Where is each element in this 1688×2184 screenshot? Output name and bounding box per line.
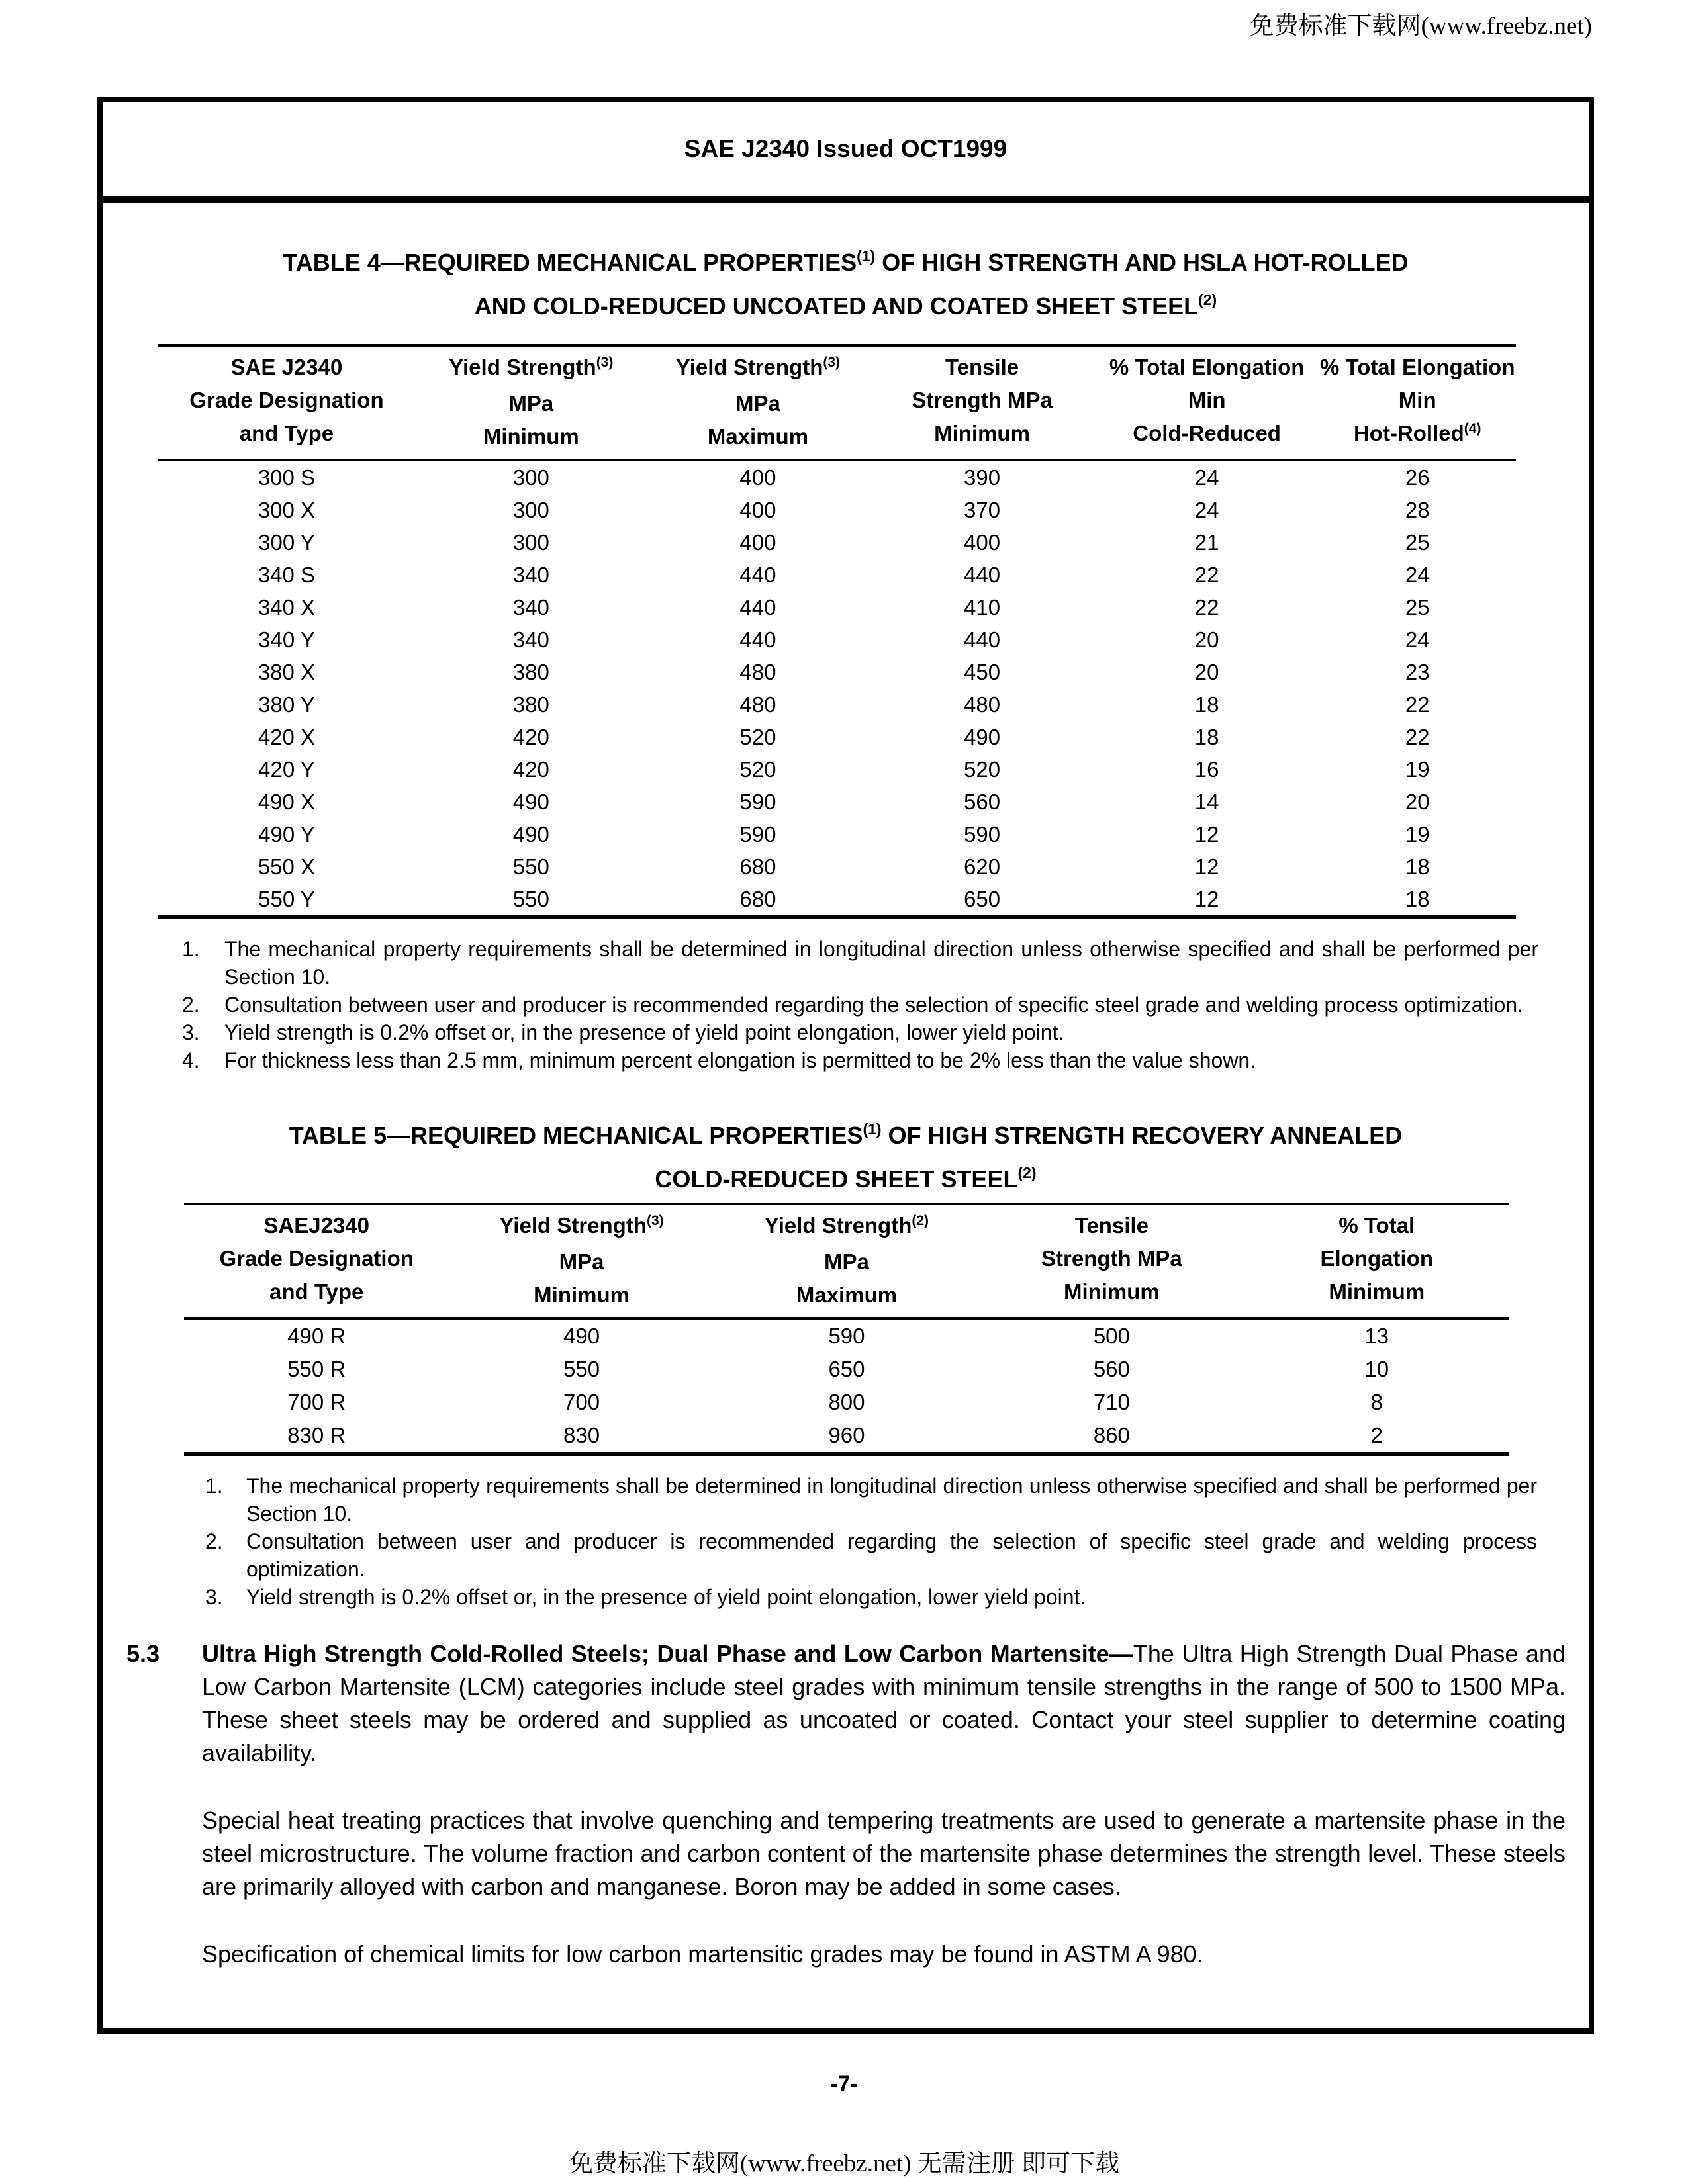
page-header-title: SAE J2340 Issued OCT1999 [103, 102, 1589, 203]
table-row [184, 1353, 1509, 1386]
table-cell: 300 [512, 497, 549, 522]
table-cell: 24 [1194, 497, 1219, 522]
table-cell: 340 X [258, 594, 316, 619]
table-row [158, 818, 1516, 850]
table-cell: 18 [1194, 724, 1219, 749]
table-cell: 12 [1194, 821, 1219, 846]
table-row [184, 1386, 1509, 1419]
table-cell: 18 [1405, 854, 1430, 879]
table-cell: 300 [512, 529, 549, 555]
table-cell: 590 [828, 1324, 865, 1348]
table4-header [158, 345, 1516, 460]
table4-title-text: OF HIGH STRENGTH AND HSLA HOT-ROLLED [875, 249, 1409, 276]
table-cell: 700 R [287, 1390, 346, 1414]
table-cell: 20 [1194, 659, 1219, 684]
table-cell: 25 [1405, 529, 1430, 555]
table-cell: 300 [512, 465, 549, 490]
table-cell: 550 [512, 886, 549, 911]
footnote-text: Consultation between user and producer is recommended regarding the selection of specific steel grade and welding process optimization. [224, 993, 1524, 1017]
table-cell: 390 [964, 465, 1001, 490]
footnote-number: 1. [205, 1474, 223, 1498]
table-row [158, 526, 1516, 559]
table-cell: 420 [512, 724, 549, 749]
table-cell: 28 [1405, 497, 1430, 522]
table-cell: 960 [828, 1423, 865, 1447]
table-cell: 420 Y [258, 756, 315, 782]
table-cell: 380 Y [258, 692, 315, 717]
footnote-number: 3. [182, 1021, 200, 1044]
page-frame [97, 97, 1594, 2034]
table-cell: 590 [964, 821, 1001, 846]
table-cell: 340 [512, 594, 549, 619]
table-cell: 380 [512, 692, 549, 717]
table-cell: 23 [1405, 659, 1430, 684]
table-cell: 490 [512, 821, 549, 846]
table-row [158, 721, 1516, 753]
col-header-elong-hot: % Total Elongation Min Hot-Rolled$^{(4)}$ [1319, 355, 1515, 445]
table-cell: 16 [1194, 756, 1219, 782]
section-paragraph-1 [202, 1637, 1566, 1770]
table-cell: 13 [1364, 1324, 1389, 1348]
table-cell: 18 [1194, 692, 1219, 717]
table-cell: 680 [739, 854, 776, 879]
col-header-yield-max: Yield Strength$^{(3)}$ MPa Maximum [675, 355, 841, 449]
table4-footnotes [182, 935, 1589, 1074]
table-cell: 550 Y [258, 886, 315, 911]
table-cell: 440 [739, 594, 776, 619]
table-cell: 370 [964, 497, 1001, 522]
table-cell: 340 [512, 627, 549, 652]
footnote-number: 3. [205, 1585, 223, 1609]
table4-body [158, 460, 1516, 917]
table-cell: 520 [739, 756, 776, 782]
table-cell: 550 [512, 854, 549, 879]
table-cell: 800 [828, 1390, 865, 1414]
footnote-text: For thickness less than 2.5 mm, minimum percent elongation is permitted to be 2% less than the value shown. [224, 1048, 1256, 1072]
table-cell: 400 [739, 497, 776, 522]
table-cell: 24 [1194, 465, 1219, 490]
col-header-yield-max: Yield Strength$^{(2)}$ MPa Maximum [764, 1213, 929, 1307]
footnote-ref: (2) [1017, 1164, 1037, 1181]
table-cell: 300 X [258, 497, 316, 522]
table-cell: 490 X [258, 789, 316, 814]
table-cell: 550 X [258, 854, 316, 879]
table-cell: 22 [1194, 594, 1219, 619]
table-cell: 490 [964, 724, 1001, 749]
footnote [182, 935, 1589, 991]
table-cell: 18 [1405, 886, 1430, 911]
table-cell: 710 [1093, 1390, 1130, 1414]
table-cell: 620 [964, 854, 1001, 879]
table-row [158, 850, 1516, 883]
footnote-ref: (1) [857, 248, 876, 265]
footnote-ref: (3) [646, 1213, 664, 1228]
table-cell: 440 [964, 627, 1001, 652]
footnote-ref: (3) [596, 355, 614, 370]
table-cell: 480 [739, 692, 776, 717]
table-row [158, 591, 1516, 623]
table-cell: 19 [1405, 756, 1430, 782]
table-cell: 500 [1093, 1324, 1130, 1348]
section-paragraph-3: Specification of chemical limits for low carbon martensitic grades may be found in ASTM A 980. [202, 1940, 1203, 1968]
table-cell: 12 [1194, 886, 1219, 911]
table4-title-line1 [103, 242, 1589, 286]
table-cell: 480 [739, 659, 776, 684]
section-heading: Ultra High Strength Cold-Rolled Steels; Dual Phase and Low Carbon Martensite— [202, 1640, 1133, 1667]
table-cell: 25 [1405, 594, 1430, 619]
table-cell: 340 Y [258, 627, 315, 652]
table-cell: 680 [739, 886, 776, 911]
col-header-elong-cold: % Total Elongation Min Cold-Reduced [1109, 355, 1305, 445]
section-number: 5.3 [126, 1640, 160, 1667]
col-header-tensile: Tensile Strength MPa Minimum [912, 355, 1053, 445]
table-row [158, 494, 1516, 526]
table-cell: 560 [964, 789, 1001, 814]
table-cell: 550 [563, 1357, 600, 1381]
top-watermark: 免费标准下载网(www.freebz.net) [1249, 13, 1592, 40]
footnote-number: 2. [182, 993, 200, 1017]
col-header-grade: SAEJ2340 Grade Designation and Type [219, 1213, 414, 1304]
table-cell: 490 Y [258, 821, 315, 846]
table-cell: 420 [512, 756, 549, 782]
table-cell: 520 [739, 724, 776, 749]
footnote-ref: (4) [1464, 421, 1481, 436]
table-cell: 650 [828, 1357, 865, 1381]
table-cell: 22 [1405, 724, 1430, 749]
table-cell: 860 [1093, 1423, 1130, 1447]
table-row [158, 883, 1516, 917]
table-cell: 410 [964, 594, 1001, 619]
table-cell: 480 [964, 692, 1001, 717]
table5-title-line2 [103, 1159, 1589, 1203]
table-cell: 2 [1370, 1423, 1383, 1447]
table5-title-line1 [103, 1115, 1589, 1159]
table-cell: 380 [512, 659, 549, 684]
table-cell: 560 [1093, 1357, 1130, 1381]
table-cell: 20 [1194, 627, 1219, 652]
footnote [205, 1472, 1589, 1527]
table-cell: 400 [739, 465, 776, 490]
table-cell: 22 [1405, 692, 1430, 717]
table-cell: 830 R [287, 1423, 346, 1447]
table-cell: 22 [1194, 562, 1219, 587]
table-cell: 300 Y [258, 529, 315, 555]
table-cell: 440 [964, 562, 1001, 587]
page-content [103, 242, 1589, 1971]
section-5-3 [126, 1637, 1589, 1770]
footnote-text: Consultation between user and producer is recommended regarding the selection of specific steel grade and welding process optimization. [246, 1529, 1537, 1581]
col-header-yield-min: Yield Strength$^{(3)}$ MPa Minimum [449, 355, 614, 449]
table-cell: 400 [964, 529, 1001, 555]
footnote-text: The mechanical property requirements shall be determined in longitudinal direction unless otherwise specified and shall be performed per Section 10. [246, 1474, 1537, 1525]
table5-title-text: COLD-REDUCED SHEET STEEL [655, 1165, 1018, 1193]
table-cell: 24 [1405, 562, 1430, 587]
table-cell: 340 [512, 562, 549, 587]
table-row [184, 1318, 1509, 1353]
table5-header [184, 1204, 1509, 1318]
table-cell: 8 [1370, 1390, 1383, 1414]
footnote-ref: (1) [863, 1120, 882, 1138]
table-cell: 490 [512, 789, 549, 814]
table4-header-row [158, 345, 1516, 460]
table5-title [103, 1115, 1589, 1203]
table-cell: 14 [1194, 789, 1219, 814]
table-cell: 520 [964, 756, 1001, 782]
table-cell: 380 X [258, 659, 316, 684]
col-header-grade: SAE J2340 Grade Designation and Type [189, 355, 384, 445]
table-cell: 340 S [258, 562, 316, 587]
table-row [158, 656, 1516, 688]
footnote-number: 1. [182, 937, 200, 961]
section-lead-text: The Ultra High Strength Dual Phase and Low Carbon Martensite (LCM) categories include steel grades with minimum tensile strengths in the range of 500 to 1500 MPa. These sheet steels may be ordered and supplied as uncoated or coated. Contact your steel supplier to determine coating availability. [202, 1640, 1566, 1766]
table-row [158, 786, 1516, 818]
table-cell: 440 [739, 562, 776, 587]
page-number: -7- [830, 2071, 858, 2097]
table-cell: 20 [1405, 789, 1430, 814]
table-cell: 700 [563, 1390, 600, 1414]
footnote [205, 1527, 1589, 1583]
table-cell: 24 [1405, 627, 1430, 652]
table-cell: 550 R [287, 1357, 346, 1381]
table4-title-text: TABLE 4—REQUIRED MECHANICAL PROPERTIES [283, 249, 857, 276]
table-cell: 450 [964, 659, 1001, 684]
col-header-yield-min: Yield Strength$^{(3)}$ MPa Minimum [499, 1213, 664, 1307]
table-cell: 590 [739, 821, 776, 846]
footnote [182, 1019, 1589, 1046]
table-row [158, 688, 1516, 721]
table-row [158, 460, 1516, 494]
table5 [184, 1203, 1509, 1456]
table4-title [103, 242, 1589, 330]
table5-title-text: TABLE 5—REQUIRED MECHANICAL PROPERTIES [289, 1122, 863, 1149]
footnote [182, 1046, 1589, 1074]
table4-title-line2 [103, 286, 1589, 330]
table5-footnotes [205, 1472, 1589, 1611]
table-row [158, 753, 1516, 786]
bottom-watermark: 免费标准下载网(www.freebz.net) 无需注册 即可下载 [568, 2150, 1119, 2177]
table-cell: 650 [964, 886, 1001, 911]
section-paragraph-2: Special heat treating practices that involve quenching and tempering treatments are used to generate a martensite phase in the steel microstructure. The volume fraction and carbon content of the martensite phase determines the strength level. These steels are primarily alloyed with carbon and manganese. Boron may be added in some cases. [202, 1807, 1566, 1900]
table-cell: 19 [1405, 821, 1430, 846]
table-cell: 26 [1405, 465, 1430, 490]
table4-title-text: AND COLD-REDUCED UNCOATED AND COATED SHEET STEEL [474, 293, 1199, 320]
table5-body [184, 1318, 1509, 1454]
table5-title-text: OF HIGH STRENGTH RECOVERY ANNEALED [881, 1122, 1403, 1149]
table-cell: 400 [739, 529, 776, 555]
footnote-ref: (2) [1198, 291, 1217, 308]
table5-header-row [184, 1204, 1509, 1318]
table-cell: 490 [563, 1324, 600, 1348]
table-cell: 21 [1194, 529, 1219, 555]
footnote [182, 991, 1589, 1019]
footnote [205, 1583, 1589, 1611]
footnote-number: 2. [205, 1529, 223, 1553]
table-cell: 440 [739, 627, 776, 652]
table-cell: 590 [739, 789, 776, 814]
table-row [184, 1419, 1509, 1454]
table-row [158, 623, 1516, 656]
table-cell: 830 [563, 1423, 600, 1447]
table-cell: 10 [1364, 1357, 1389, 1381]
footnote-ref: (2) [912, 1213, 929, 1228]
table-row [158, 559, 1516, 591]
col-header-tensile: Tensile Strength MPa Minimum [1041, 1213, 1182, 1304]
footnote-text: The mechanical property requirements shall be determined in longitudinal direction unless otherwise specified and shall be performed per Section 10. [224, 937, 1538, 989]
footnote-text: Yield strength is 0.2% offset or, in the presence of yield point elongation, lower yield point. [246, 1585, 1086, 1609]
footnote-ref: (3) [823, 355, 841, 370]
table-cell: 420 X [258, 724, 316, 749]
footnote-text: Yield strength is 0.2% offset or, in the presence of yield point elongation, lower yield point. [224, 1021, 1064, 1044]
table-cell: 12 [1194, 854, 1219, 879]
footnote-number: 4. [182, 1048, 200, 1072]
table-cell: 300 S [258, 465, 316, 490]
table-cell: 490 R [287, 1324, 346, 1348]
table4 [158, 344, 1516, 919]
col-header-elongation: % Total Elongation Minimum [1320, 1213, 1434, 1304]
